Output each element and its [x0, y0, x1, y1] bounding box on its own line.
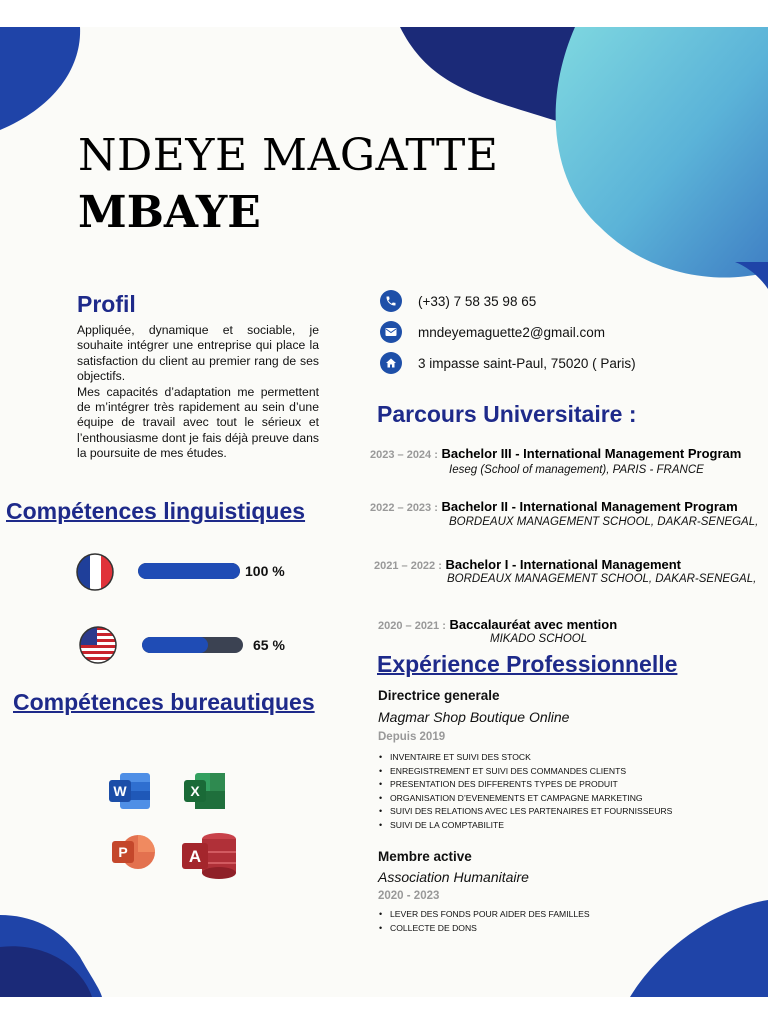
job-task: • COLLECTE DE DONS: [390, 922, 590, 936]
education-dates: 2020 – 2021 :: [378, 620, 446, 632]
job-task: • ORGANISATION D’EVENEMENTS ET CAMPAGNE MARKETING: [390, 792, 672, 806]
english-level-bar: [142, 637, 243, 653]
first-name: NDEYE MAGATTE: [78, 130, 499, 181]
job-role: Membre active: [378, 849, 472, 864]
phone-number[interactable]: (+33) 7 58 35 98 65: [418, 293, 537, 309]
job-task: • SUIVI DES RELATIONS AVEC LES PARTENAIRES ET FOURNISSEURS: [390, 805, 672, 819]
education-school: BORDEAUX MANAGEMENT SCHOOL, DAKAR-SENEGAL,: [447, 573, 757, 585]
france-flag-icon: [74, 551, 116, 593]
job-organization: Association Humanitaire: [378, 869, 529, 885]
top-right-cyan-blob: [556, 27, 768, 278]
education-school: BORDEAUX MANAGEMENT SCHOOL, DAKAR-SENEGAL,: [449, 516, 759, 528]
job-task: • INVENTAIRE ET SUIVI DES STOCK: [390, 751, 672, 765]
contact-address: [380, 352, 636, 374]
education-school: MIKADO SCHOOL: [490, 633, 588, 645]
french-level-label: 100 %: [245, 563, 285, 579]
email-address[interactable]: mndeyemaguette2@gmail.com: [418, 324, 606, 340]
last-name: MBAYE: [78, 187, 261, 238]
postal-address: 3 impasse saint-Paul, 75020 ( Paris): [418, 355, 636, 371]
powerpoint-icon: [111, 833, 155, 871]
french-level-bar: [138, 563, 240, 579]
job-organization: Magmar Shop Boutique Online: [378, 709, 570, 725]
education-school: Ieseg (School of management), PARIS - FRANCE: [449, 464, 704, 476]
job-dates: Depuis 2019: [378, 731, 446, 743]
bottom-right-blob: [630, 900, 768, 997]
job-task-list: [378, 908, 590, 935]
access-icon: [181, 831, 237, 881]
education-item: [378, 617, 617, 632]
email-icon: [380, 321, 402, 343]
excel-letter: X: [190, 783, 200, 799]
word-icon: [108, 772, 152, 810]
job-task-list: [378, 751, 672, 833]
english-level-fill: [142, 637, 208, 653]
phone-icon: [380, 290, 402, 312]
job-dates: 2020 - 2023: [378, 890, 440, 902]
education-degree: Bachelor I - International Management: [445, 557, 682, 572]
education-dates: 2022 – 2023 :: [370, 502, 438, 514]
job-task: • LEVER DES FONDS POUR AIDER DES FAMILLES: [390, 908, 590, 922]
usa-flag-icon: [77, 624, 119, 666]
contact-phone: [380, 290, 636, 312]
excel-icon: [183, 772, 227, 810]
education-degree: Bachelor II - International Management Program: [441, 499, 738, 514]
job-task: • SUIVI DE LA COMPTABILITE: [390, 819, 672, 833]
home-icon: [380, 352, 402, 374]
education-degree: Baccalauréat avec mention: [449, 617, 618, 632]
job-task: • PRESENTATION DES DIFFERENTS TYPES DE PRODUIT: [390, 778, 672, 792]
bottom-margin: [0, 997, 768, 1024]
powerpoint-letter: P: [118, 844, 128, 860]
job-task: • ENREGISTREMENT ET SUIVI DES COMMANDES CLIENTS: [390, 765, 672, 779]
education-heading: Parcours Universitaire :: [377, 401, 637, 427]
education-degree: Bachelor III - International Management Program: [441, 446, 742, 461]
contact-block: [380, 290, 636, 374]
contact-email: [380, 321, 636, 343]
education-item: [374, 557, 681, 572]
education-item: [370, 499, 738, 514]
profil-text: Appliquée, dynamique et sociable, je souhaite intégrer une entreprise qui place la satisfaction du client au premier rang de ses objectifs. Mes capacités d’adaptation me permettent de m’intégrer très rapidement au sein d’une équipe de travail avec tout le sérieux et l’enthousiasme dont je fais déjà preuve dans la poursuite de mes études.: [77, 323, 319, 461]
profil-heading: Profil: [77, 291, 136, 317]
education-dates: 2021 – 2022 :: [374, 560, 442, 572]
languages-heading: Compétences linguistiques: [6, 498, 306, 524]
french-level-fill: [138, 563, 240, 579]
job-role: Directrice generale: [378, 688, 500, 703]
english-level-label: 65 %: [253, 637, 285, 653]
word-letter: W: [113, 783, 127, 799]
office-heading: Compétences bureautiques: [13, 689, 315, 715]
top-margin: [0, 0, 768, 27]
education-dates: 2023 – 2024 :: [370, 449, 438, 461]
experience-heading: Expérience Professionnelle: [377, 651, 678, 677]
access-letter: A: [188, 847, 202, 866]
top-left-blob: [0, 27, 80, 130]
education-item: [370, 446, 741, 461]
cv-page: [0, 27, 768, 997]
